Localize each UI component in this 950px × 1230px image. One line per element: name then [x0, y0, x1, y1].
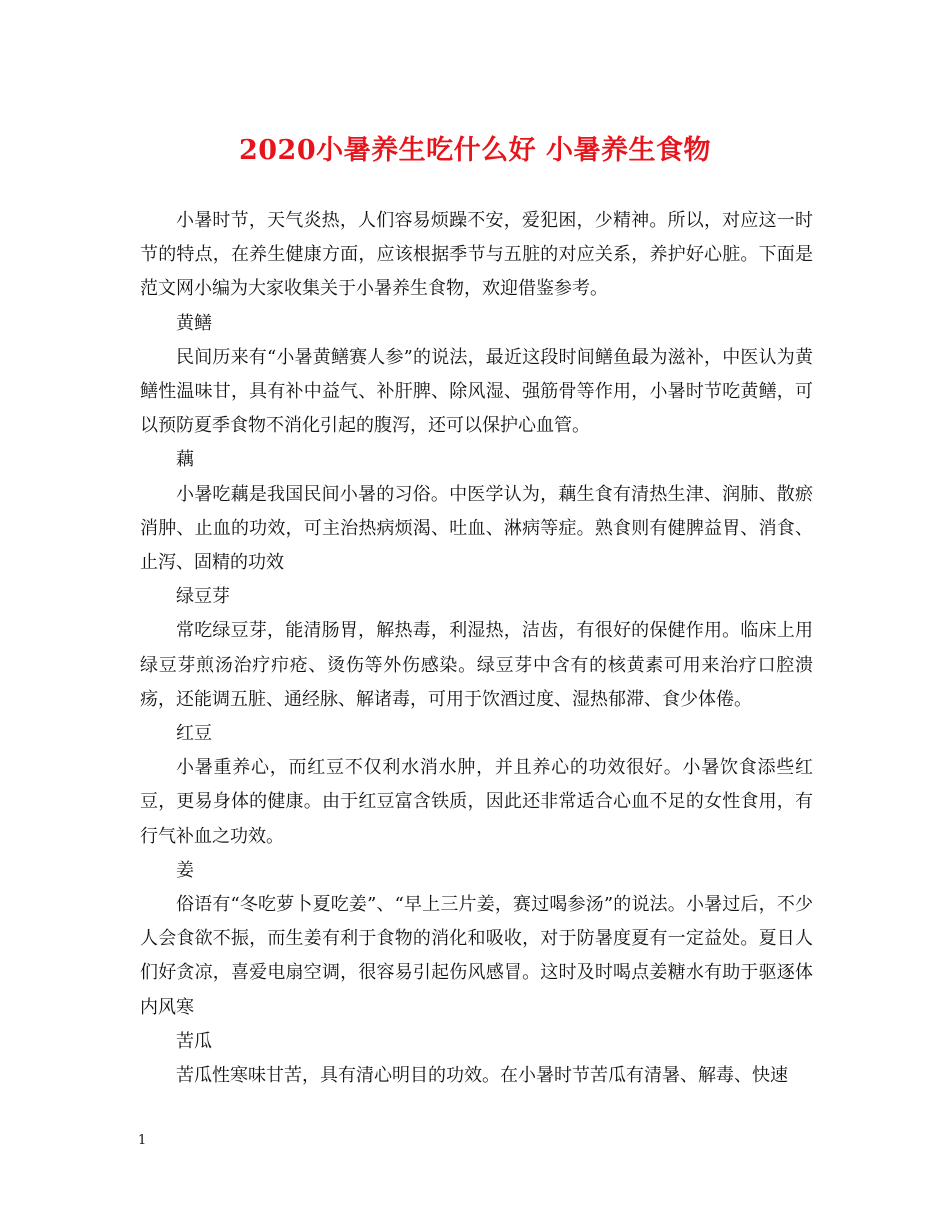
- paragraph-ginger: 俗语有“冬吃萝卜夏吃姜”、“早上三片姜，赛过喝参汤”的说法。小暑过后，不少人会食欲不振，而生姜有利于食物的消化和吸收，对于防暑度夏有一定益处。夏日人们好贪凉，喜爱电扇空调，很容易引起伤风感冒。这时及时喝点姜糖水有助于驱逐体内风寒: [140, 894, 813, 1018]
- section-heading-mung-bean-sprout: 绿豆芽: [176, 586, 230, 608]
- section-heading-bitter-melon: 苦瓜: [176, 1030, 212, 1052]
- page-number: 1: [138, 1133, 147, 1148]
- paragraph-mung-bean-sprout: 常吃绿豆芽，能清肠胃，解热毒，利湿热，洁齿，有很好的保健作用。临床上用绿豆芽煎汤治疗疖疮、烫伤等外伤感染。绿豆芽中含有的核黄素可用来治疗口腔溃疡，还能调五脏、通经脉、解诸毒，可用于饮酒过度、湿热郁滞、食少体倦。: [140, 620, 813, 710]
- paragraph-bitter-melon: 苦瓜性寒味甘苦，具有清心明目的功效。在小暑时节苦瓜有清暑、解毒、快速: [176, 1065, 788, 1087]
- section-heading-eel: 黄鳝: [176, 312, 212, 334]
- document-body: [140, 204, 813, 1093]
- paragraph-lotus-root: 小暑吃藕是我国民间小暑的习俗。中医学认为，藕生食有清热生津、润肺、散瘀消肿、止血的功效，可主治热病烦渴、吐血、淋病等症。熟食则有健脾益胃、消食、止泻、固精的功效: [140, 483, 813, 574]
- section-heading-red-bean: 红豆: [176, 723, 212, 745]
- document-title: 2020小暑养生吃什么好 小暑养生食物: [238, 135, 712, 166]
- paragraph-red-bean: 小暑重养心，而红豆不仅利水消水肿，并且养心的功效很好。小暑饮食添些红豆，更易身体的健康。由于红豆富含铁质，因此还非常适合心血不足的女性食用，有行气补血之功效。: [140, 757, 813, 847]
- paragraph-intro: 小暑时节，天气炎热，人们容易烦躁不安，爱犯困，少精神。所以，对应这一时节的特点，在养生健康方面，应该根据季节与五脏的对应关系，养护好心脏。下面是范文网小编为大家收集关于小暑养生食物，欢迎借鉴参考。: [140, 210, 813, 300]
- section-heading-ginger: 姜: [176, 859, 194, 881]
- section-heading-lotus-root: 藕: [176, 449, 194, 471]
- paragraph-eel: 民间历来有“小暑黄鳝赛人参”的说法，最近这段时间鳝鱼最为滋补，中医认为黄鳝性温味甘，具有补中益气、补肝脾、除风湿、强筋骨等作用，小暑时节吃黄鳝，可以预防夏季食物不消化引起的腹泻，还可以保护心血管。: [140, 346, 813, 437]
